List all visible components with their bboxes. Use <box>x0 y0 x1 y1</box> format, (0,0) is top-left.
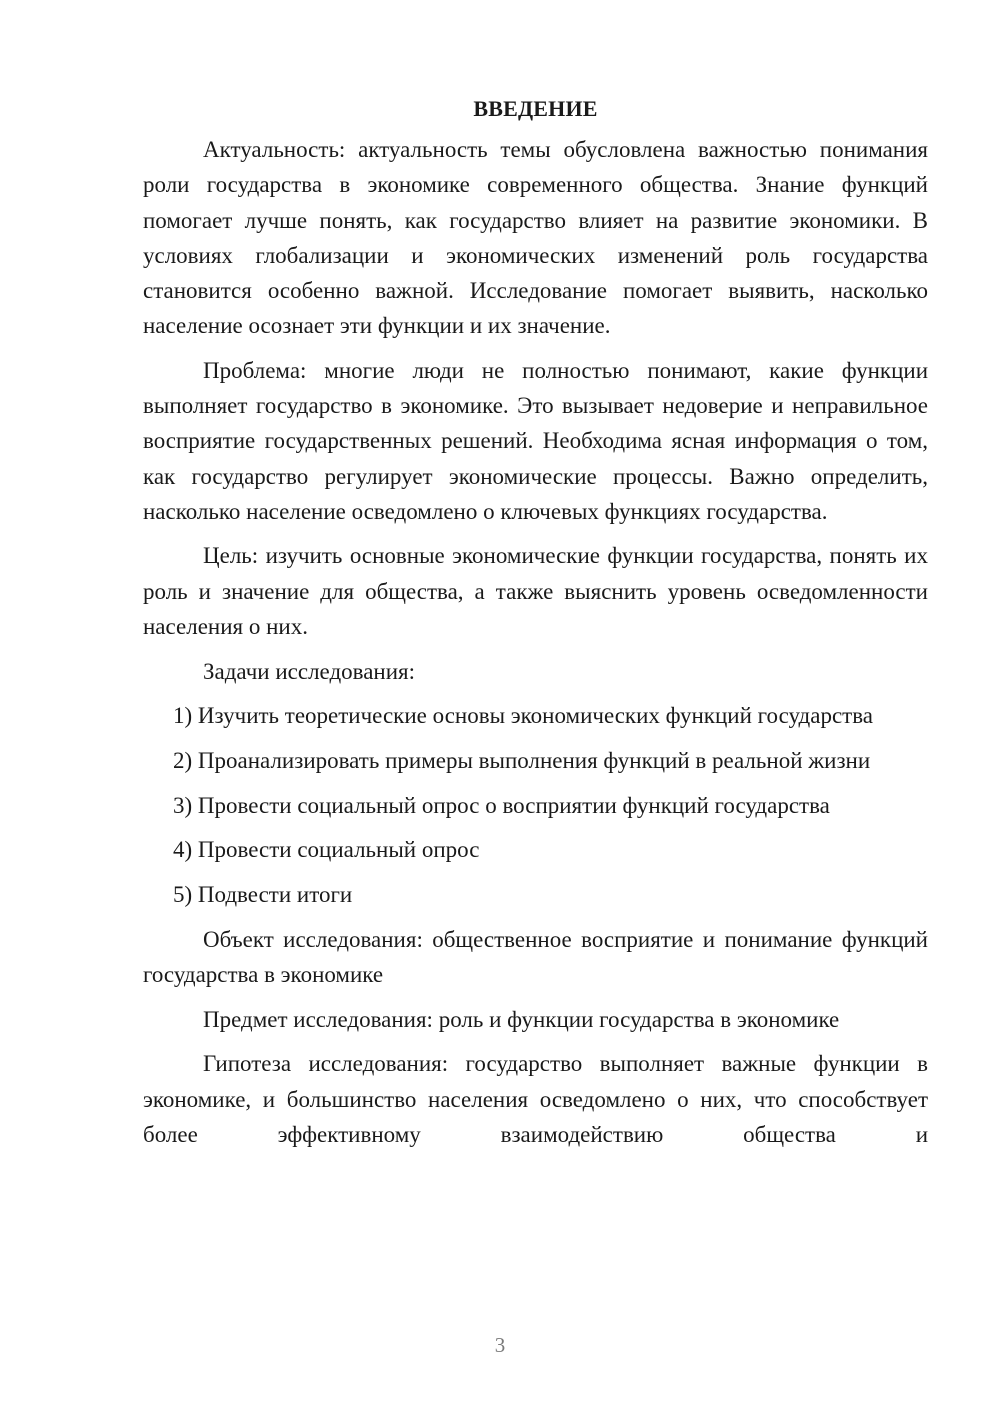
paragraph-goal: Цель: изучить основные экономические функции государства, понять их роль и значение для общества, а также выяснить уровень осведомленности населения о них. <box>143 543 928 639</box>
task-item-3: 3) Провести социальный опрос о восприятии функций государства <box>173 792 830 818</box>
tasks-heading: Задачи исследования: <box>203 658 416 684</box>
page-number: 3 <box>494 1333 506 1357</box>
page-body <box>143 91 928 1161</box>
paragraph-subject: Предмет исследования: роль и функции государства в экономике <box>203 1006 840 1032</box>
task-item-4: 4) Провести социальный опрос <box>173 837 480 863</box>
task-item-2: 2) Проанализировать примеры выполнения функций в реальной жизни <box>173 747 871 773</box>
task-item-1: 1) Изучить теоретические основы экономических функций государства <box>173 703 873 729</box>
page-title: ВВЕДЕНИЕ <box>473 96 598 121</box>
paragraph-relevance: Актуальность: актуальность темы обусловлена важностью понимания роли государства в экономике современного общества. Знание функций помогает лучше понять, как государство влияет на развитие экономики. В условиях глобализации и экономических изменений роль государства становится особенно важной. Исследование помогает выявить, насколько население осознает эти функции и их значение. <box>143 137 928 339</box>
task-item-5: 5) Подвести итоги <box>173 882 353 908</box>
paragraph-hypothesis: Гипотеза исследования: государство выполняет важные функции в экономике, и большинство населения осведомлено о них, что способствует более эффективному взаимодействию общества и <box>143 1051 928 1147</box>
paragraph-object: Объект исследования: общественное восприятие и понимание функций государства в экономике <box>143 926 928 987</box>
paragraph-problem: Проблема: многие люди не полностью понимают, какие функции выполняет государство в экономике. Это вызывает недоверие и неправильное восприятие государственных решений. Необходима ясная информация о том, как государство регулирует экономические процессы. Важно определить, насколько население осведомлено о ключевых функциях государства. <box>143 357 928 524</box>
